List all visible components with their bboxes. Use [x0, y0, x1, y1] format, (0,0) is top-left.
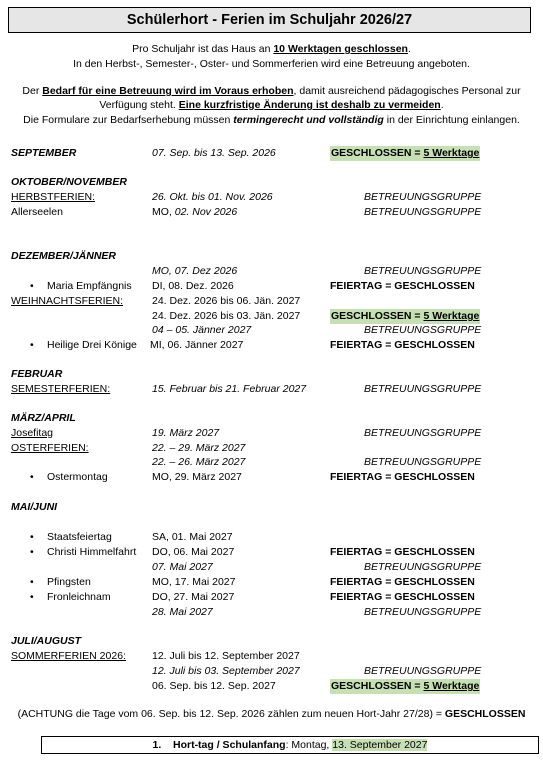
- row-label: SOMMERFERIEN 2026:: [11, 650, 126, 662]
- row-label: OSTERFERIEN:: [11, 442, 89, 454]
- status-cell: BETREUUNGSGRUPPE: [364, 265, 482, 277]
- schedule-row: [0, 530, 543, 545]
- intro-line-4: Verfügung steht. Eine kurzfristige Änderung ist deshalb zu vermeiden.: [99, 99, 444, 111]
- school-start-box: 1. Hort-tag / Schulanfang: Montag, 13. September 2027: [41, 736, 539, 754]
- row-label: Christi Himmelfahrt: [47, 546, 137, 558]
- date-cell: 07. Mai 2027: [152, 561, 213, 573]
- date-cell: 26. Okt. bis 01. Nov. 2026: [152, 191, 273, 203]
- intro-line-2: In den Herbst-, Semester-, Oster- und Sommerferien wird eine Betreuung angeboten.: [73, 58, 470, 70]
- schedule-row: [0, 649, 543, 664]
- date-cell: MO, 17. Mai 2027: [152, 576, 236, 588]
- section-heading: MAI/JUNI: [11, 501, 58, 513]
- section-dezember: [0, 249, 543, 264]
- school-start-date: 13. September 2027: [332, 739, 428, 751]
- section-heading: DEZEMBER/JÄNNER: [11, 250, 117, 262]
- section-heading: SEPTEMBER: [11, 147, 77, 159]
- date-cell: MO, 29. März 2027: [152, 471, 242, 483]
- section-februar: [0, 367, 543, 382]
- date-cell: 15. Februar bis 21. Februar 2027: [152, 383, 307, 395]
- row-label: Staatsfeiertag: [47, 531, 112, 543]
- row-label: Josefitag: [11, 427, 54, 439]
- status-cell: FEIERTAG = GESCHLOSSEN: [330, 546, 475, 558]
- row-label: Heilige Drei Könige: [47, 339, 137, 351]
- date-cell: MI, 06. Jänner 2027: [150, 339, 244, 351]
- status-cell: FEIERTAG = GESCHLOSSEN: [330, 591, 475, 603]
- date-cell: 24. Dez. 2026 bis 06. Jän. 2027: [152, 295, 301, 307]
- status-cell: BETREUUNGSGRUPPE: [364, 665, 482, 677]
- status-cell: FEIERTAG = GESCHLOSSEN: [330, 339, 475, 351]
- row-label: Ostermontag: [47, 471, 108, 483]
- date-cell: 24. Dez. 2026 bis 03. Jän. 2027: [152, 310, 301, 322]
- schedule-row: [0, 309, 543, 324]
- date-cell: 06. Sep. bis 12. Sep. 2027: [152, 680, 276, 692]
- section-september: [0, 146, 543, 161]
- section-mai: [0, 500, 543, 515]
- row-label: Pfingsten: [47, 576, 91, 588]
- date-cell: 07. Sep. bis 13. Sep. 2026: [152, 147, 276, 159]
- schedule-row: [0, 426, 543, 441]
- date-cell: DO, 27. Mai 2027: [152, 591, 235, 603]
- schedule-row: [0, 590, 543, 605]
- section-oktober: [0, 175, 543, 190]
- bullet-icon: •: [30, 280, 34, 292]
- date-cell: 22. – 29. März 2027: [152, 442, 246, 454]
- bullet-icon: •: [30, 591, 34, 603]
- row-label: Allerseelen: [11, 206, 63, 218]
- status-cell: BETREUUNGSGRUPPE: [364, 427, 482, 439]
- page-title: Schülerhort - Ferien im Schuljahr 2026/27: [8, 7, 531, 33]
- status-cell: BETREUUNGSGRUPPE: [364, 206, 482, 218]
- date-cell: DO, 06. Mai 2027: [152, 546, 235, 558]
- schedule-row: [0, 470, 543, 485]
- date-cell: 12. Juli bis 12. September 2027: [152, 650, 300, 662]
- schedule-row: [0, 441, 543, 456]
- intro-line-5: Die Formulare zur Bedarfserhebung müssen termingerecht und vollständig in der Einrichtung einlangen.: [23, 114, 520, 126]
- intro-line-1: Pro Schuljahr ist das Haus an 10 Werktagen geschlossen.: [132, 43, 411, 55]
- status-cell: BETREUUNGSGRUPPE: [364, 324, 482, 336]
- schedule-row: [0, 338, 543, 353]
- status-cell: FEIERTAG = GESCHLOSSEN: [330, 576, 475, 588]
- bullet-icon: •: [30, 546, 34, 558]
- row-label: SEMESTERFERIEN:: [11, 383, 111, 395]
- row-label: HERBSTFERIEN:: [11, 191, 96, 203]
- schedule-row: [0, 279, 543, 294]
- date-cell: 22. – 26. März 2027: [152, 456, 246, 468]
- bullet-icon: •: [30, 531, 34, 543]
- schedule-row: [0, 382, 543, 397]
- status-cell: BETREUUNGSGRUPPE: [364, 561, 482, 573]
- status-badge: GESCHLOSSEN = 5 Werktage: [331, 680, 480, 692]
- row-label: WEIHNACHTSFERIEN:: [11, 295, 124, 307]
- schedule-row: [0, 664, 543, 679]
- schedule-row: [0, 264, 543, 279]
- schedule-row: [0, 545, 543, 560]
- schedule-row: [0, 605, 543, 620]
- status-cell: BETREUUNGSGRUPPE: [364, 191, 482, 203]
- status-cell: BETREUUNGSGRUPPE: [364, 383, 482, 395]
- schedule-row: [0, 560, 543, 575]
- schedule-row: [0, 323, 543, 338]
- status-cell: FEIERTAG = GESCHLOSSEN: [330, 280, 475, 292]
- date-cell: 28. Mai 2027: [152, 606, 213, 618]
- schedule-row: [0, 205, 543, 220]
- date-cell: MO, 02. Nov 2026: [152, 206, 238, 218]
- date-cell: DI, 08. Dez. 2026: [152, 280, 234, 292]
- schedule-row: [0, 294, 543, 309]
- section-juli: [0, 634, 543, 649]
- schedule-row: [0, 575, 543, 590]
- status-badge: GESCHLOSSEN = 5 Werktage: [331, 147, 480, 159]
- schedule-row: [0, 455, 543, 470]
- date-cell: 04 – 05. Jänner 2027: [152, 324, 252, 336]
- section-heading: JULI/AUGUST: [11, 635, 82, 647]
- status-cell: BETREUUNGSGRUPPE: [364, 456, 482, 468]
- date-cell: MO, 07. Dez 2026: [152, 265, 238, 277]
- date-cell: 12. Juli bis 03. September 2027: [152, 665, 300, 677]
- schedule-row: [0, 679, 543, 694]
- row-label: Fronleichnam: [47, 591, 111, 603]
- bullet-icon: •: [30, 339, 34, 351]
- section-heading: FEBRUAR: [11, 368, 63, 380]
- date-cell: 19. März 2027: [152, 427, 220, 439]
- intro-line-3: Der Bedarf für eine Betreuung wird im Voraus erhoben, damit ausreichend pädagogisches Personal zur: [22, 85, 521, 97]
- schedule-row: [0, 190, 543, 205]
- section-heading: MÄRZ/APRIL: [11, 412, 76, 424]
- status-cell: BETREUUNGSGRUPPE: [364, 606, 482, 618]
- status-cell: FEIERTAG = GESCHLOSSEN: [330, 471, 475, 483]
- section-maerz: [0, 411, 543, 426]
- date-cell: SA, 01. Mai 2027: [152, 531, 233, 543]
- bullet-icon: •: [30, 471, 34, 483]
- bullet-icon: •: [30, 576, 34, 588]
- row-label: Maria Empfängnis: [47, 280, 132, 292]
- status-badge: GESCHLOSSEN = 5 Werktage: [331, 310, 480, 322]
- footer-note: (ACHTUNG die Tage vom 06. Sep. bis 12. Sep. 2026 zählen zum neuen Hort-Jahr 27/28) = GESCHLOSSEN: [17, 708, 526, 720]
- section-heading: OKTOBER/NOVEMBER: [11, 176, 127, 188]
